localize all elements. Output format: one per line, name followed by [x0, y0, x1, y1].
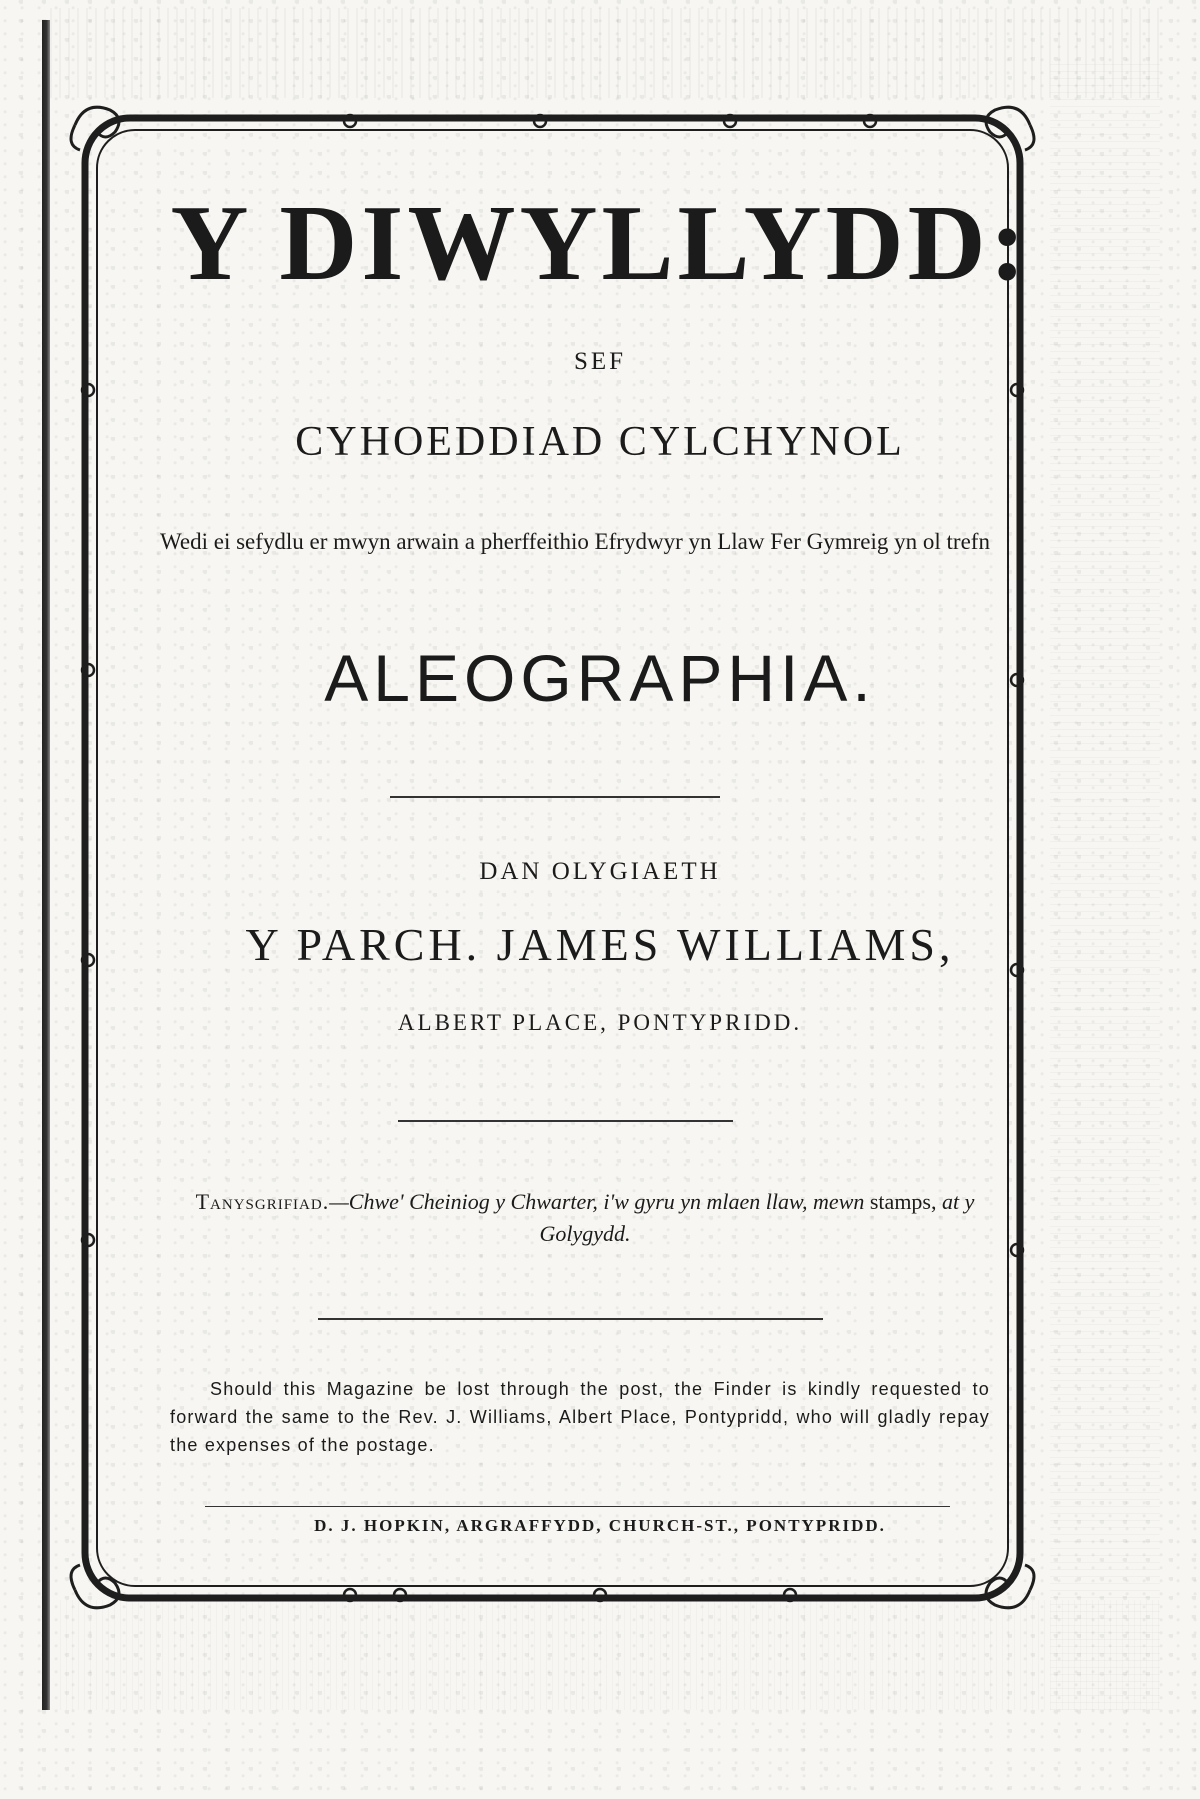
shorthand-system-name: ALEOGRAPHIA. [324, 641, 876, 715]
sef-label: SEF [573, 348, 627, 375]
subscription-text-2: stamps, [869, 1189, 937, 1214]
subscription-note [0, 1186, 1200, 1250]
subscription-text-3: at y Golygydd. [539, 1189, 975, 1246]
publication-subtitle: CYHOEDDIAD CYLCHYNOL [295, 419, 905, 465]
magazine-title: Y DIWYLLYDD: [170, 184, 1030, 303]
notice-text: Should this Magazine be lost through the post, the Finder is kindly requested to forward the same to the Rev. J. Williams, Albert Place, Pontypridd, who will gladly repay the expenses of the postage. [170, 1379, 990, 1455]
editor-name: Y PARCH. JAMES WILLIAMS, [245, 919, 955, 970]
publication-description: Wedi ei sefydlu er mwyn arwain a pherffeithio Efrydwyr yn Llaw Fer Gymreig yn ol trefn [160, 529, 990, 554]
subscription-text-1: —Chwe' Cheiniog y Chwarter, i'w gyru yn mlaen llaw, mewn [329, 1189, 865, 1214]
lost-magazine-notice [170, 1375, 990, 1459]
divider-1 [390, 796, 720, 798]
editor-address: ALBERT PLACE, PONTYPRIDD. [397, 1010, 803, 1035]
subscription-lead: Tanysgrifiad. [195, 1189, 330, 1214]
divider-2 [398, 1120, 733, 1122]
divider-3 [318, 1318, 823, 1320]
editor-label: DAN OLYGIAETH [479, 858, 721, 885]
divider-4 [205, 1506, 950, 1507]
printer-line: D. J. HOPKIN, ARGRAFFYDD, CHURCH-ST., PONTYPRIDD. [314, 1516, 886, 1535]
